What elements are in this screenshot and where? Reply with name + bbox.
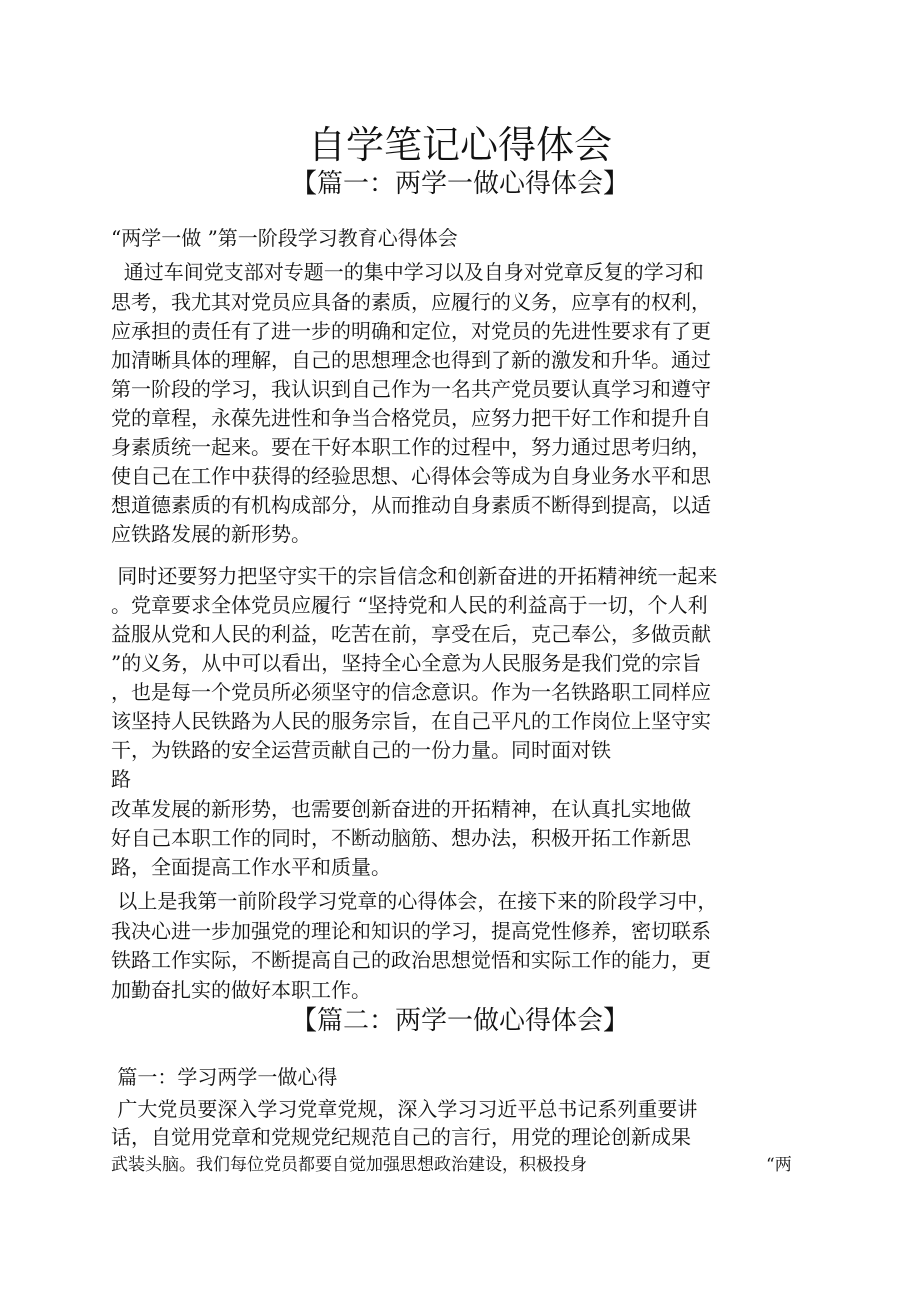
body-line: 思考，我尤其对党员应具备的素质，应履行的义务，应享有的权利， xyxy=(111,290,711,314)
body-line: 广大党员要深入学习党章党规，深入学习习近平总书记系列重要讲 xyxy=(111,1097,698,1121)
body-line: 篇一：学习两学一做心得 xyxy=(111,1065,338,1089)
body-line: 加清晰具体的理解，自己的思想理念也得到了新的激发和升华。通过 xyxy=(111,348,711,372)
body-line: 铁路工作实际，不断提高自己的政治思想觉悟和实际工作的能力，更 xyxy=(111,948,711,972)
body-line: 好自己本职工作的同时，不断动脑筋、想办法，积极开拓工作新思 xyxy=(111,826,691,850)
body-line: 第一阶段的学习，我认识到自己作为一名共产党员要认真学习和遵守 xyxy=(111,377,711,401)
body-line: 。党章要求全体党员应履行 “坚持党和人民的利益高于一切，个人利 xyxy=(111,593,708,617)
section2-heading: 【篇二：两学一做心得体会】 xyxy=(290,1006,629,1036)
body-line: ”的义务，从中可以看出，坚持全心全意为人民服务是我们党的宗旨 xyxy=(111,651,702,675)
body-line: 我决心进一步加强党的理论和知识的学习，提高党性修养，密切联系 xyxy=(111,919,711,943)
body-line: 身素质统一起来。要在干好本职工作的过程中，努力通过思考归纳， xyxy=(111,435,711,459)
body-line: 干，为铁路的安全运营贡献自己的一份力量。同时面对铁 xyxy=(111,738,611,762)
body-line: 路，全面提高工作水平和质量。 xyxy=(111,855,391,879)
body-line: 话，自觉用党章和党规党纪规范自己的言行，用党的理论创新成果 xyxy=(111,1125,691,1149)
body-line: 改革发展的新形势，也需要创新奋进的开拓精神，在认真扎实地做 xyxy=(111,797,691,821)
body-line: 加勤奋扎实的做好本职工作。 xyxy=(111,978,371,1002)
body-line: ，也是每一个党员所必须坚守的信念意识。作为一名铁路职工同样应 xyxy=(111,680,711,704)
body-line-quote: “两 xyxy=(766,1155,792,1175)
body-line: 同时还要努力把坚守实干的宗旨信念和创新奋进的开拓精神统一起来 xyxy=(111,564,718,588)
body-line: 益服从党和人民的利益，吃苦在前，享受在后，克己奉公，多做贡献 xyxy=(111,622,711,646)
body-line: 通过车间党支部对专题一的集中学习以及自身对党章反复的学习和 xyxy=(111,260,704,284)
body-line: 应承担的责任有了进一步的明确和定位，对党员的先进性要求有了更 xyxy=(111,319,711,343)
body-line: 党的章程，永葆先进性和争当合格党员，应努力把干好工作和提升自 xyxy=(111,406,711,430)
body-line: 以上是我第一前阶段学习党章的心得体会，在接下来的阶段学习中， xyxy=(111,889,718,913)
body-line: 该坚持人民铁路为人民的服务宗旨，在自己平凡的工作岗位上坚守实 xyxy=(111,709,711,733)
body-line: 应铁路发展的新形势。 xyxy=(111,522,311,546)
section1-heading: 【篇一：两学一做心得体会】 xyxy=(290,169,629,199)
body-line: 使自己在工作中获得的经验思想、心得体会等成为自身业务水平和思 xyxy=(111,464,711,488)
body-line: 想道德素质的有机构成部分，从而推动自身素质不断得到提高，以适 xyxy=(111,493,711,517)
document-title: 自学笔记心得体会 xyxy=(307,123,612,167)
body-line: “两学一做 ”第一阶段学习教育心得体会 xyxy=(111,226,458,250)
body-line: 武装头脑。我们每位党员都要自觉加强思想政治建设，积极投身 xyxy=(111,1155,587,1175)
body-line: 路 xyxy=(111,767,131,791)
